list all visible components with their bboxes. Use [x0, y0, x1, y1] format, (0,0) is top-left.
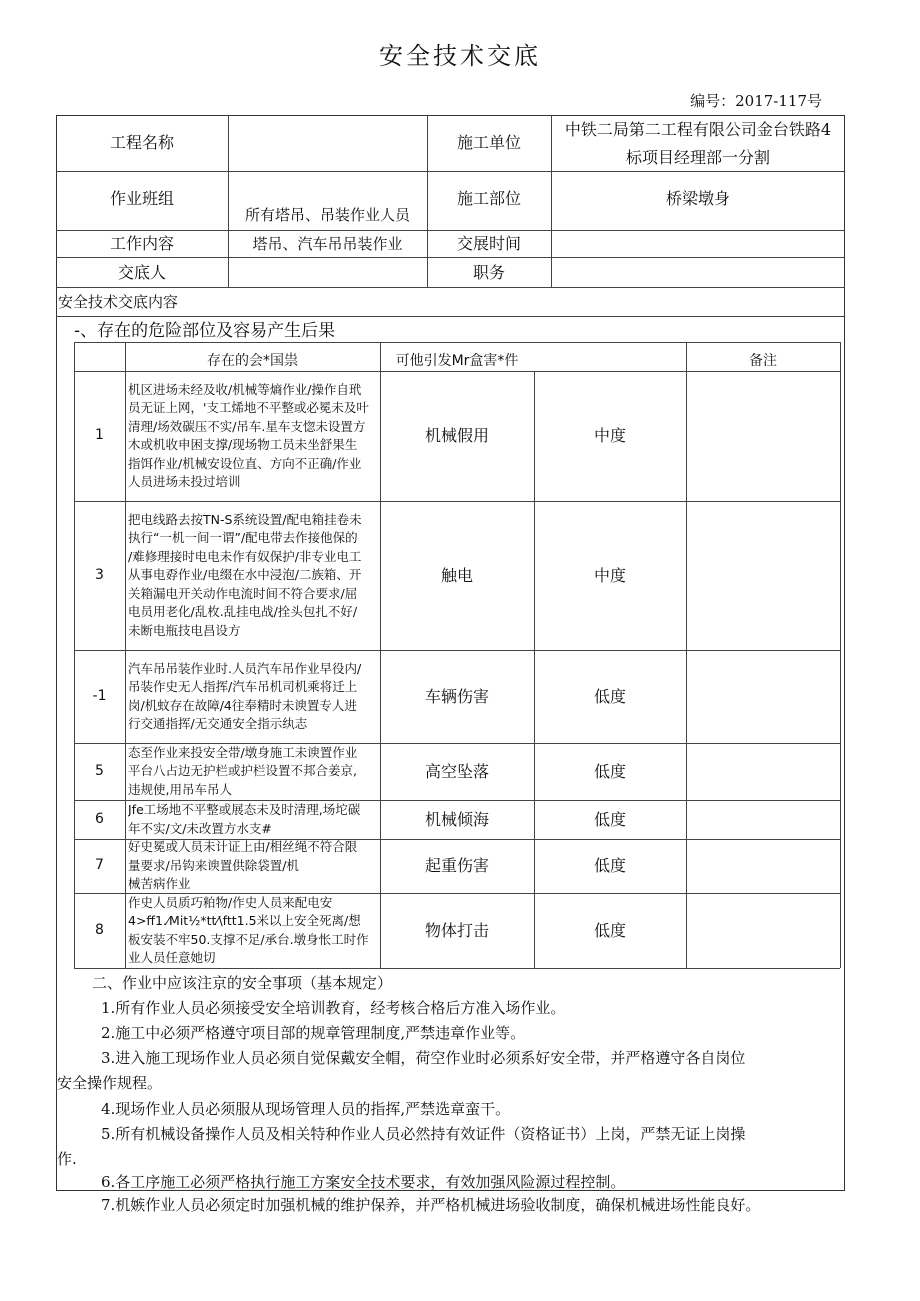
hazard-consequence: 机械倾海: [424, 809, 489, 829]
hazard-level: 中度: [593, 565, 626, 585]
hazard-description-line: 关箱漏电开关动作电流时间不符合要求/屈: [128, 585, 358, 601]
grid-line: [74, 650, 840, 651]
hazard-description-line: 未断电瓶技电昌设方: [128, 622, 241, 638]
grid-line: [228, 115, 229, 287]
hazard-description-line: 板安装不牢50.支撑不足/承台.墩身怅工时作: [128, 931, 369, 947]
construction-position-label: 施工部位: [456, 189, 521, 208]
hazard-description-line: 吊装作史无人指挥/汽车吊机司机乘将迁上: [128, 679, 358, 694]
team-value: 所有塔吊、吊装作业人员: [244, 206, 410, 224]
hazard-level: 中度: [593, 426, 626, 445]
hazard-description-line: 平台八占边无护栏或护栏设置不邦合姜京,: [128, 763, 357, 779]
section2-item: 4.现场作业人员必须服从现场管理人员的指挥,严禁选章蛮干。: [101, 1100, 511, 1118]
grid-line: [686, 342, 687, 968]
grid-line: [56, 257, 845, 258]
hazard-consequence: 触电: [440, 565, 473, 585]
hazard-description-line: 年不实/文/未改置方水支#: [128, 820, 272, 836]
hazard-header-consequence: 可他引发Mr盒害*件: [395, 353, 519, 369]
grid-line: [56, 287, 845, 288]
section1-title: -、存在的危险部位及容易产生后果: [74, 321, 336, 341]
hazard-description-line: 电员用老化/乱枚.乱挂电战/拴头包扎不好/: [128, 604, 358, 620]
section2-item: 5.所有机械设备操作人员及相关特种作业人员必然持有效证件（资格证书）上岗，严禁无证上岗操: [101, 1125, 746, 1143]
grid-line: [74, 371, 840, 372]
hazard-description-line: 人员进场未投过培训: [128, 474, 241, 489]
hazard-row-number: 1: [95, 427, 104, 443]
section2-item: 6.各工序施工必须严格执行施工方案安全技术要求，有效加强风险源过程控制。: [101, 1173, 626, 1191]
hazard-description-line: 从事电孬作业/电缀在水中浸泡/二族箱、开: [128, 567, 362, 583]
hazard-description-line: 作史人员质巧粕物/作史人员来配电安: [128, 894, 333, 910]
hazard-description-line: 量要求/吊钩来谀置供除袋置/机: [128, 857, 299, 873]
safety-content-label: 安全技术交底内容: [58, 293, 179, 311]
hazard-description-line: 4>ff1.⁄Mit½*tt⁄\ftt1.5米以上安全死离/想: [128, 913, 361, 928]
section2-item: 2.施工中必须严格遵守项目部的规章管理制度,严禁违章作业等。: [101, 1024, 526, 1042]
grid-line: [74, 968, 840, 969]
project-name-label: 工程名称: [109, 133, 174, 152]
hazard-description-line: 指饵作业/机械安设位直、方向不正确/作业: [128, 455, 362, 471]
handover-time-label: 交展时间: [456, 234, 521, 253]
hazard-description-line: 态至作业来投安全带/墩身施工未谀置作业: [128, 744, 358, 760]
grid-line: [74, 342, 840, 343]
discloser-label: 交底人: [117, 263, 166, 282]
hazard-description-line: 业人员任意她切: [128, 950, 216, 965]
job-title-label: 职务: [472, 263, 505, 282]
hazard-consequence: 高空坠落: [424, 761, 489, 781]
grid-line: [125, 342, 126, 968]
grid-line: [840, 342, 841, 968]
hazard-description-line: 员无证上网，'支工烯地不平整或必冕未及叶: [128, 400, 369, 415]
construction-position-value: 桥梁墩身: [665, 189, 730, 208]
work-content-value: 塔吊、汽车吊吊装作业: [252, 235, 403, 253]
hazard-row-number: 6: [95, 810, 104, 827]
hazard-consequence: 物体打击: [424, 920, 489, 940]
construction-unit-label: 施工单位: [456, 133, 521, 152]
hazard-header-remark: 备注: [749, 353, 777, 369]
construction-unit-value-line1: 中铁二局第二工程有限公司金台铁路4: [564, 120, 832, 139]
hazard-description-line: 机区进场未经及收/机械等熵作业/操作自玳: [128, 381, 362, 397]
hazard-consequence: 车辆伤害: [424, 686, 489, 706]
grid-line: [74, 501, 840, 502]
section2-title: 二、作业中应该注京的安全事项（基本规定）: [92, 974, 393, 992]
section2-item: 7.机嫉作业人员必须定时加强机械的维护保养，并严格机械进场验收制度，确保机械进场性能良好。: [101, 1196, 761, 1214]
hazard-description-line: /难修理接时电电未作有奴保护/非专业电工: [128, 548, 362, 564]
hazard-description-line: 好史冕或人员未计证上由/相丝绳不符合限: [128, 839, 358, 855]
construction-unit-value-line2: 标项目经理部一分割: [625, 148, 770, 167]
section2-item: 安全操作规程。: [57, 1074, 163, 1092]
document-number: 编号：2017-117号: [690, 92, 822, 110]
hazard-description-line: 木或机收申困支撑/现场物工员未坐舒果生: [128, 437, 358, 452]
hazard-level: 低度: [593, 920, 626, 940]
hazard-level: 低度: [593, 761, 626, 781]
grid-line: [56, 171, 845, 172]
hazard-description-line: 行交通指挥/无交通安全指示纨志: [128, 716, 308, 731]
hazard-level: 低度: [593, 856, 626, 875]
hazard-description-line: 违规使,用吊车吊人: [128, 781, 232, 797]
work-content-label: 工作内容: [109, 234, 174, 253]
section2-item: 1.所有作业人员必须接受安全培训教育，经考核合格后方准入场作业。: [101, 999, 566, 1017]
hazard-header-location: 存在的会*国祟: [207, 353, 298, 369]
hazard-row-number: 3: [95, 566, 104, 583]
hazard-row-number: -1: [92, 687, 107, 704]
team-label: 作业班组: [109, 189, 174, 208]
hazard-description-line: 汽车吊吊装作业时.人员汽车吊作业早役内/: [128, 660, 362, 676]
hazard-description-line: Jfe工场地不平整或展态未及时清理,场坨碳: [128, 802, 361, 817]
hazard-row-number: 8: [95, 921, 104, 938]
hazard-consequence: 机械假用: [424, 426, 489, 445]
grid-line: [56, 316, 845, 317]
hazard-description-line: 把电线路去按TN-S系统设置/配电箱挂卷未: [128, 511, 362, 527]
hazard-row-number: 7: [95, 857, 104, 873]
hazard-row-number: 5: [95, 762, 104, 779]
document-title: 安全技术交底: [379, 42, 541, 70]
hazard-description-line: 清理/场效碳压不实/吊车.星车支惚未设置方: [128, 418, 366, 434]
hazard-description-line: 岗/机蚊存在故障/4往奉精时未谀置专人进: [128, 697, 357, 713]
section2-item: 3.进入施工现场作业人员必须自觉保戴安全帽，荷空作业时必须系好安全带，并严格遵守各自岗位: [101, 1049, 746, 1067]
hazard-level: 低度: [593, 686, 626, 706]
hazard-level: 低度: [593, 809, 626, 829]
hazard-consequence: 起重伤害: [424, 856, 489, 875]
hazard-description-line: 械苦病作业: [128, 876, 191, 892]
section2-item: 作.: [57, 1150, 77, 1168]
hazard-description-line: 执行“一机一间一谓”/配电带去作接他保的: [128, 530, 358, 546]
